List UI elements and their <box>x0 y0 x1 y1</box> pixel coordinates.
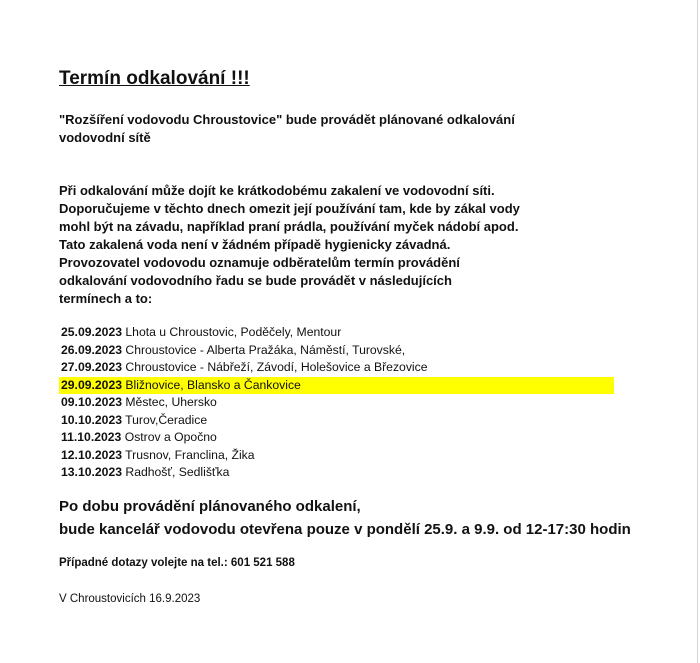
schedule-places: Chroustovice - Alberta Pražáka, Náměstí, Turovské, <box>122 342 406 357</box>
schedule-date: 26.09.2023 <box>61 342 122 357</box>
body-line: Při odkalování může dojít ke krátkodobému zakalení ve vodovodní síti. <box>59 183 495 198</box>
intro-line: "Rozšíření vodovodu Chroustovice" bude provádět plánované odkalování <box>59 112 515 127</box>
body-line: termínech a to: <box>59 291 153 306</box>
contact-line: Případné dotazy volejte na tel.: 601 521 588 <box>59 557 295 569</box>
schedule-row <box>59 464 619 482</box>
signature-line: V Chroustovicích 16.9.2023 <box>59 593 201 605</box>
schedule-date: 10.10.2023 <box>61 412 122 427</box>
body-line: Tato zakalená voda není v žádném případě hygienicky závadná. <box>59 237 451 252</box>
schedule-row <box>59 377 614 395</box>
schedule-places: Trusnov, Franclina, Žika <box>122 447 255 462</box>
schedule-row <box>59 394 619 412</box>
schedule-date: 27.09.2023 <box>61 360 122 374</box>
notice-line: Po dobu provádění plánovaného odkalení, <box>59 498 361 515</box>
schedule-row <box>59 412 619 430</box>
body-line: odkalování vodovodního řadu se bude provádět v následujících <box>59 273 452 288</box>
body-line: Doporučujeme v těchto dnech omezit její používání tam, kde by zákal vody <box>59 201 520 216</box>
schedule-row <box>59 342 619 360</box>
schedule-list <box>59 324 619 482</box>
schedule-date: 09.10.2023 <box>61 395 122 409</box>
schedule-row <box>59 429 619 447</box>
notice-line: bude kancelář vodovodu otevřena pouze v pondělí 25.9. a 9.9. od 12-17:30 hodin <box>59 521 631 538</box>
schedule-places: Lhota u Chroustovic, Poděčely, Mentour <box>122 325 342 339</box>
schedule-places: Turov,Čeradice <box>122 412 208 427</box>
schedule-row <box>59 324 619 342</box>
page-edge-divider <box>697 0 698 663</box>
schedule-date: 29.09.2023 <box>61 377 122 392</box>
schedule-row <box>59 359 619 377</box>
schedule-date: 13.10.2023 <box>61 465 122 479</box>
schedule-date: 11.10.2023 <box>61 430 122 444</box>
schedule-row <box>59 447 619 465</box>
schedule-places: Chroustovice - Nábřeží, Závodí, Holešovice a Březovice <box>122 360 428 374</box>
body-line: Provozovatel vodovodu oznamuje odběratelům termín provádění <box>59 255 460 270</box>
schedule-places: Radhošť, Sedlišťka <box>122 465 230 479</box>
schedule-places: Bližnovice, Blansko a Čankovice <box>122 377 301 392</box>
schedule-places: Ostrov a Opočno <box>121 430 217 444</box>
schedule-date: 12.10.2023 <box>61 447 122 462</box>
body-line: mohl být na závadu, například praní prádla, používání myček nádobí apod. <box>59 219 519 234</box>
intro-line: vodovodní sítě <box>59 130 151 145</box>
schedule-date: 25.09.2023 <box>61 325 122 339</box>
document-title: Termín odkalování !!! <box>59 68 250 89</box>
schedule-places: Městec, Uhersko <box>122 395 217 409</box>
